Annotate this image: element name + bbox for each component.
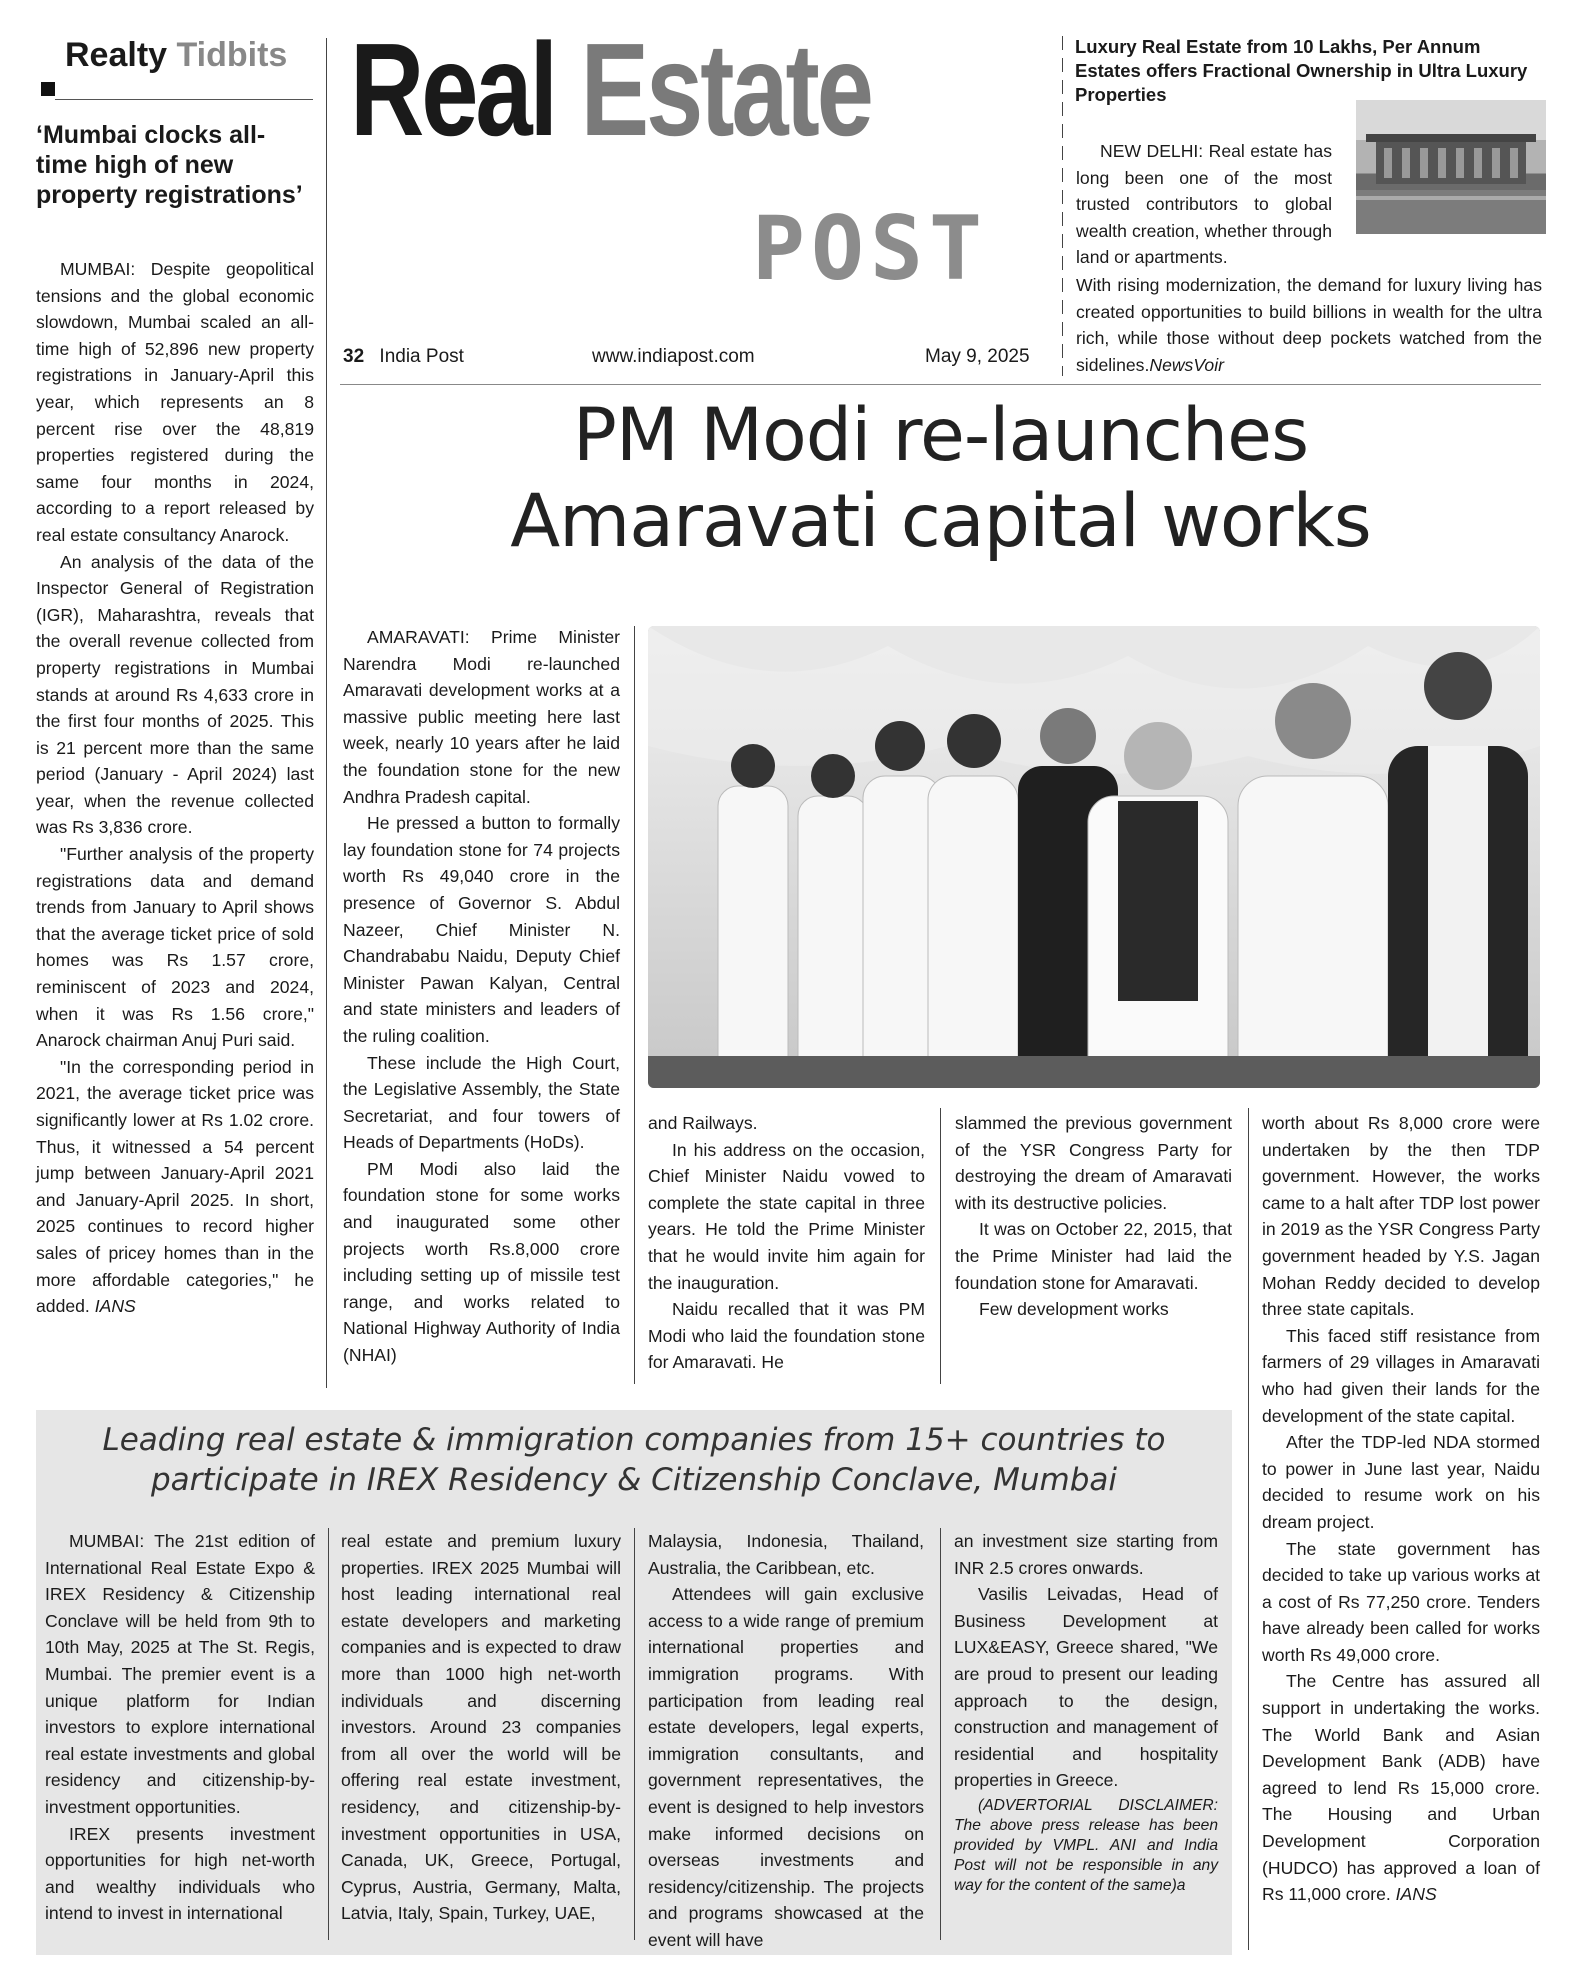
irex-paragraph: real estate and premium luxury properties. IREX 2025 Mumbai will host leading international real estate developers and marketing companies and is expected to draw more than 1000 high net-worth individuals and discerning investors. Around 23 companies from all over the world will be offering real estate investment, residency, and citizenship-by-investment opportunities in USA, Canada, UK, Greece, Portugal, Cyprus, Austria, Germany, Malta, Latvia, Italy, Spain, Turkey, UAE, [341, 1531, 621, 1924]
tidbits-paragraph: An analysis of the data of the Inspector General of Registration (IGR), Maharashtra, reveals that the overall revenue collected from property registrations in Mumbai stands at around Rs 4,633 crore in the first four months of 2025. This is 21 percent more than the same period (January - April 2024) last year, when the revenue collected was Rs 3,836 crore. [36, 551, 314, 838]
tidbits-title [65, 36, 287, 75]
luxury-property-photo [1356, 100, 1546, 234]
main-divider-2 [940, 1108, 941, 1384]
luxury-headline: Luxury Real Estate from 10 Lakhs, Per Annum Estates offers Fractional Ownership in Ultra Luxury Properties [1075, 36, 1528, 105]
main-headline-line1: PM Modi re-launches [572, 393, 1309, 478]
folio [343, 346, 1043, 368]
tidbits-paragraph: "In the corresponding period in 2021, the average ticket price was significantly lower at Rs 1.02 crore. Thus, it witnessed a 54 percent jump between January-April 2021 and January-April 2025. In short, 2025 continues to record higher sales of pricey homes than in the more affordable categories," he added. IANS [36, 1056, 314, 1317]
main-paragraph: Naidu recalled that it was PM Modi who laid the foundation stone for Amaravati. He [648, 1299, 925, 1373]
modi-ceremony-photo [648, 626, 1540, 1088]
tidbits-rule [55, 99, 313, 100]
tidbits-divider [326, 38, 327, 1388]
irex-paragraph: Attendees will gain exclusive access to a wide range of premium international properties and immigration programs. With participation from leading real estate developers, legal experts, immigration consultants, and government representatives, the event is designed to help investors make informed decisions on overseas investments and residency/citizenship. The projects and programs showcased at the event will have [648, 1584, 924, 1950]
ceremony-illustration [648, 626, 1540, 1088]
main-paragraph: It was on October 22, 2015, that the Prime Minister had laid the foundation stone for Amaravati. [955, 1219, 1232, 1293]
irex-col-1 [45, 1528, 315, 1927]
irex-col-2 [341, 1528, 621, 1927]
issue-date: May 9, 2025 [925, 346, 1030, 367]
tidbits-headline: ‘Mumbai clocks all-time high of new property registrations’ [36, 121, 303, 209]
main-paragraph: After the TDP-led NDA stormed to power in June last year, Naidu decided to resume work on his dream project. [1262, 1432, 1540, 1532]
main-paragraph: and Railways. [648, 1113, 758, 1133]
irex-headline: Leading real estate & immigration companies from 15+ countries to participate in IREX Residency & Citizenship Conclave, Mumbai [102, 1422, 1166, 1498]
irex-divider-3 [940, 1528, 941, 1940]
masthead-real: Real [350, 16, 556, 163]
irex-paragraph: Vasilis Leivadas, Head of Business Development at LUX&EASY, Greece shared, "We are proud to present our leading approach to the design, construction and management of residential and hospitality properties in Greece. [954, 1584, 1218, 1791]
main-headline-line2: Amaravati capital works [510, 479, 1371, 564]
main-paragraph: In his address on the occasion, Chief Minister Naidu vowed to complete the state capital in three years. He told the Prime Minister that he would invite him again for the inauguration. [648, 1139, 925, 1293]
tidbits-body [36, 256, 314, 1320]
main-col-3 [955, 1110, 1232, 1323]
main-paragraph: slammed the previous government of the YSR Congress Party for destroying the dream of Amaravati with its destructive policies. [955, 1113, 1232, 1213]
main-divider-1 [634, 626, 635, 1384]
main-col-2 [648, 1110, 925, 1376]
main-paragraph: This faced stiff resistance from farmers of 29 villages in Amaravati who had given their lands for the development of the state capital. [1262, 1325, 1540, 1426]
main-headline [340, 393, 1541, 565]
main-col-1 [343, 624, 620, 1369]
website: www.indiapost.com [592, 346, 755, 367]
irex-divider-2 [634, 1528, 635, 1940]
masthead-divider [1062, 36, 1063, 376]
tidbits-marker [41, 82, 55, 96]
tidbits-paragraph: "Further analysis of the property registrations data and demand trends from January to April shows that the average ticket price of sold homes was Rs 1.57 crore, reminiscent of 2023 and 2024, when it was Rs 1.56 crore," Anarock chairman Anuj Puri said. [36, 844, 314, 1051]
masthead-post: POST [752, 197, 988, 300]
luxury-body-text: With rising modernization, the demand for luxury living has created opportunities to build billions in wealth for the ultra rich, while those without deep pockets watched from the sidelines. [1076, 275, 1542, 375]
irex-paragraph: Malaysia, Indonesia, Thailand, Australia, the Caribbean, etc. [648, 1531, 924, 1578]
main-paragraph: AMARAVATI: Prime Minister Narendra Modi re-launched Amaravati development works at a massive public meeting here last week, nearly 10 years after he laid the foundation stone for the new Andhra Pradesh capital. [343, 627, 620, 807]
irex-divider-1 [328, 1528, 329, 1940]
tidbits-tidbits: Tidbits [176, 36, 288, 74]
luxury-credit: NewsVoir [1149, 354, 1224, 375]
irex-disclaimer: (ADVERTORIAL DISCLAIMER: The above press release has been provided by VMPL. ANI and India Post will not be responsible in any way for the content of the same)a [954, 1796, 1218, 1894]
main-paragraph: worth about Rs 8,000 crore were undertaken by the then TDP government. However, the works came to a halt after TDP lost power in 2019 as the YSR Congress Party government headed by Y.S. Jagan Mohan Reddy decided to develop three state capitals. [1262, 1113, 1540, 1320]
irex-col-4 [954, 1528, 1218, 1896]
main-paragraph: The Centre has assured all support in undertaking the works. The World Bank and Asian Development Bank (ADB) have agreed to lend Rs 15,000 crore. The Housing and Urban Development Corporation (HUDCO) has approved a loan of Rs 11,000 crore. IANS [1262, 1671, 1540, 1905]
irex-paragraph: an investment size starting from INR 2.5 crores onwards. [954, 1531, 1218, 1578]
main-credit: IANS [1395, 1884, 1437, 1905]
tidbits-paragraph: MUMBAI: Despite geopolitical tensions and the global economic slowdown, Mumbai scaled an all-time high of 52,896 new property registrations in January-April this year, which represents an 8 percent rise over the 48,819 properties registered during the same four months in 2024, according to a report released by real estate consultancy Anarock. [36, 259, 314, 545]
irex-paragraph: IREX presents investment opportunities for high net-worth and wealthy individuals who intend to invest in international [45, 1823, 315, 1924]
building-illustration [1356, 100, 1546, 234]
main-paragraph: He pressed a button to formally lay foundation stone for 74 projects worth Rs 49,040 crore in the presence of Governor S. Abdul Nazeer, Chief Minister N. Chandrababu Naidu, Deputy Chief Minister Pawan Kalyan, Central and state ministers and leaders of the ruling coalition. [343, 813, 620, 1046]
main-paragraph: These include the High Court, the Legislative Assembly, the State Secretariat, and four towers of Heads of Departments (HoDs). [343, 1052, 620, 1153]
main-divider-3 [1248, 1108, 1249, 1950]
paper-name: India Post [379, 346, 464, 367]
main-paragraph: Few development works [979, 1299, 1169, 1320]
top-rule [340, 384, 1541, 385]
tidbits-realty: Realty [65, 36, 168, 74]
luxury-lead: NEW DELHI: Real estate has long been one of the most trusted contributors to global wealth creation, whether through land or apartments. [1076, 141, 1332, 268]
luxury-body [1076, 272, 1542, 378]
main-col-4 [1262, 1110, 1540, 1908]
main-paragraph: The state government has decided to take up various works at a cost of Rs 77,250 crore. Tenders have already been called for works worth Rs 49,000 crore. [1262, 1538, 1540, 1665]
irex-col-3 [648, 1528, 924, 1954]
page-number: 32 [343, 346, 365, 367]
tidbits-credit: IANS [94, 1296, 136, 1317]
main-paragraph: PM Modi also laid the foundation stone for some works and inaugurated some other projects worth Rs.8,000 crore including setting up of missile test range, and works related to National Highway Authority of India (NHAI) [343, 1158, 620, 1366]
masthead-estate: Estate [580, 16, 871, 163]
irex-paragraph: MUMBAI: The 21st edition of International Real Estate Expo & IREX Residency & Citizenship Conclave will be held from 9th to 10th May, 2025 at The St. Regis, Mumbai. The premier event is a unique platform for Indian investors to explore international real estate investments and global residency and citizenship-by-investment opportunities. [45, 1531, 315, 1817]
masthead-title [350, 16, 871, 163]
